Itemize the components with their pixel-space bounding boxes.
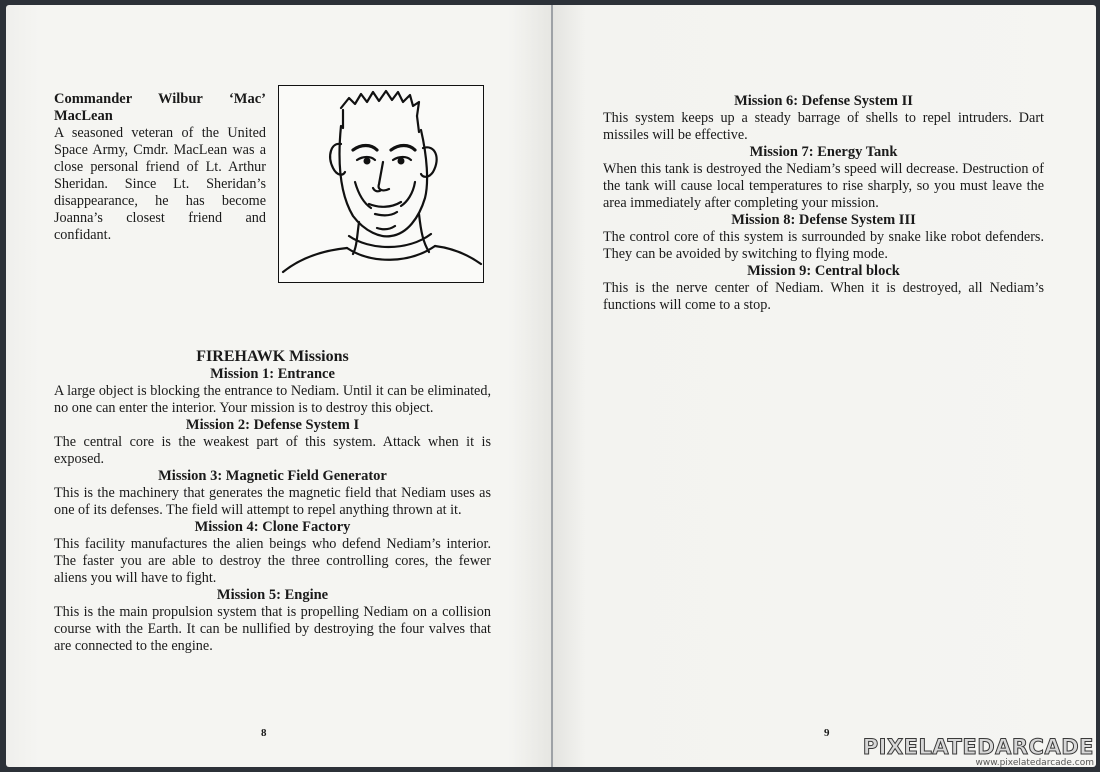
mission-title: Mission 4: Clone Factory — [194, 519, 351, 535]
mission-text: This is the machinery that generates the magnetic field that Nediam uses as one of its defenses. The field will attempt to repel anything thrown at it. — [54, 485, 491, 518]
mission-entry — [54, 417, 491, 468]
mission-title: Mission 6: Defense System II — [734, 93, 913, 109]
watermark — [863, 736, 1094, 768]
mission-text: This system keeps up a steady barrage of shells to repel intruders. Dart missiles will be effective. — [603, 110, 1044, 143]
section-title: FIREHAWK Missions — [196, 348, 349, 365]
watermark-logo: PIXELATEDARCADE — [862, 735, 1094, 759]
right-page — [553, 5, 1096, 767]
character-bio — [54, 91, 266, 244]
mission-title: Mission 1: Entrance — [210, 366, 335, 382]
mission-entry — [603, 212, 1044, 263]
mission-title: Mission 9: Central block — [747, 263, 900, 279]
mission-entry — [603, 263, 1044, 314]
bio-name-cont: MacLean — [54, 108, 113, 124]
mission-entry — [603, 144, 1044, 212]
page-number: 9 — [824, 727, 830, 739]
watermark-url: www.pixelatedarcade.com — [975, 758, 1094, 768]
mission-title: Mission 7: Energy Tank — [749, 144, 898, 160]
mission-title: Mission 2: Defense System I — [185, 417, 360, 433]
left-page — [6, 5, 552, 767]
mission-title: Mission 5: Engine — [216, 587, 329, 603]
portrait-drawing — [279, 86, 483, 282]
mission-entry — [54, 519, 491, 587]
mission-text: When this tank is destroyed the Nediam’s speed will decrease. Destruction of the tank will cause local temperatures to rise sharply, so you must leave the area immediately after completing your mission. — [603, 161, 1044, 211]
commander-portrait-illustration — [278, 85, 484, 283]
mission-entry — [54, 468, 491, 519]
mission-title: Mission 8: Defense System III — [731, 212, 916, 228]
mission-text: This is the main propulsion system that is propelling Nediam on a collision course with the Earth. It can be nullified by destroying the four valves that are connected to the engine. — [54, 604, 491, 654]
mission-text: This facility manufactures the alien beings who defend Nediam’s interior. The faster you are able to destroy the three controlling cores, the fewer aliens you will have to fight. — [54, 536, 491, 586]
mission-text: The control core of this system is surrounded by snake like robot defenders. They can be avoided by switching to flying mode. — [603, 229, 1044, 262]
mission-entry — [54, 366, 491, 417]
bio-name: Commander Wilbur ‘Mac’ — [54, 91, 266, 107]
mission-entry — [603, 93, 1044, 144]
missions-list-right — [603, 93, 1044, 314]
mission-text: A large object is blocking the entrance to Nediam. Until it can be eliminated, no one can enter the interior. Your mission is to destroy this object. — [54, 383, 491, 416]
mission-text: The central core is the weakest part of this system. Attack when it is exposed. — [54, 434, 491, 467]
missions-list-left — [54, 348, 491, 655]
bio-text: A seasoned veteran of the United Space Army, Cmdr. MacLean was a close personal friend of Lt. Arthur Sheridan. Since Lt. Sheridan’s disappearance, he has become Joanna’s closest friend and confidant. — [54, 125, 266, 243]
page-number: 8 — [261, 727, 267, 739]
mission-entry — [54, 587, 491, 655]
mission-title: Mission 3: Magnetic Field Generator — [158, 468, 387, 484]
mission-text: This is the nerve center of Nediam. When it is destroyed, all Nediam’s functions will come to a stop. — [603, 280, 1044, 313]
